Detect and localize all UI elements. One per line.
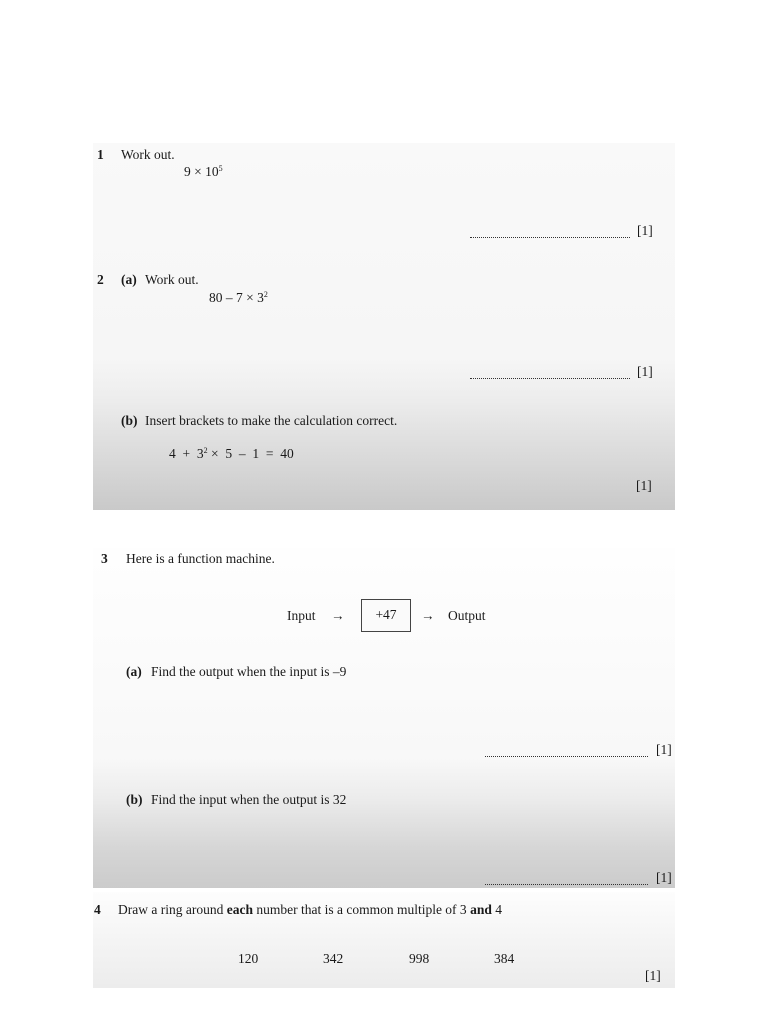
arrow-right-icon: → xyxy=(421,608,435,623)
function-input-label: Input xyxy=(287,608,316,623)
part-label: (b) xyxy=(121,413,138,428)
answer-line[interactable] xyxy=(485,756,648,757)
question-number: 1 xyxy=(97,147,104,162)
question-number: 2 xyxy=(97,272,104,287)
part-label: (a) xyxy=(126,664,142,679)
question-instruction: Insert brackets to make the calculation correct. xyxy=(145,413,398,428)
answer-line[interactable] xyxy=(470,378,630,379)
question-text: Draw a ring around each number that is a common multiple of 3 and 4 xyxy=(118,902,502,917)
arrow-right-icon: → xyxy=(331,608,345,623)
answer-line[interactable] xyxy=(485,884,648,885)
part-label: (a) xyxy=(121,272,137,287)
question-instruction: Here is a function machine. xyxy=(126,551,275,566)
marks-label: [1] xyxy=(637,223,653,238)
number-option[interactable]: 120 xyxy=(238,951,259,966)
function-output-label: Output xyxy=(448,608,486,623)
math-expression: $9 \times 10^5$ xyxy=(184,164,223,179)
marks-label: [1] xyxy=(645,968,661,983)
marks-label: [1] xyxy=(656,742,672,757)
number-option[interactable]: 342 xyxy=(323,951,344,966)
question-text: Find the input when the output is 32 xyxy=(151,792,347,807)
question-number: 4 xyxy=(94,902,101,917)
part-label: (b) xyxy=(126,792,143,807)
question-instruction: Work out. xyxy=(121,147,175,162)
marks-label: [1] xyxy=(656,870,672,885)
math-expression: $4 + 3^2 \times 5 - 1 = 40$ xyxy=(169,446,294,461)
marks-label: [1] xyxy=(637,364,653,379)
math-expression: $80 - 7 \times 3^2$ xyxy=(209,290,268,305)
marks-label: [1] xyxy=(636,478,652,493)
answer-line[interactable] xyxy=(470,237,630,238)
number-option[interactable]: 998 xyxy=(409,951,430,966)
question-text: Find the output when the input is –9 xyxy=(151,664,347,679)
number-option[interactable]: 384 xyxy=(494,951,515,966)
question-instruction: Work out. xyxy=(145,272,199,287)
function-operation-box: +47 xyxy=(361,599,411,632)
question-number: 3 xyxy=(101,551,108,566)
